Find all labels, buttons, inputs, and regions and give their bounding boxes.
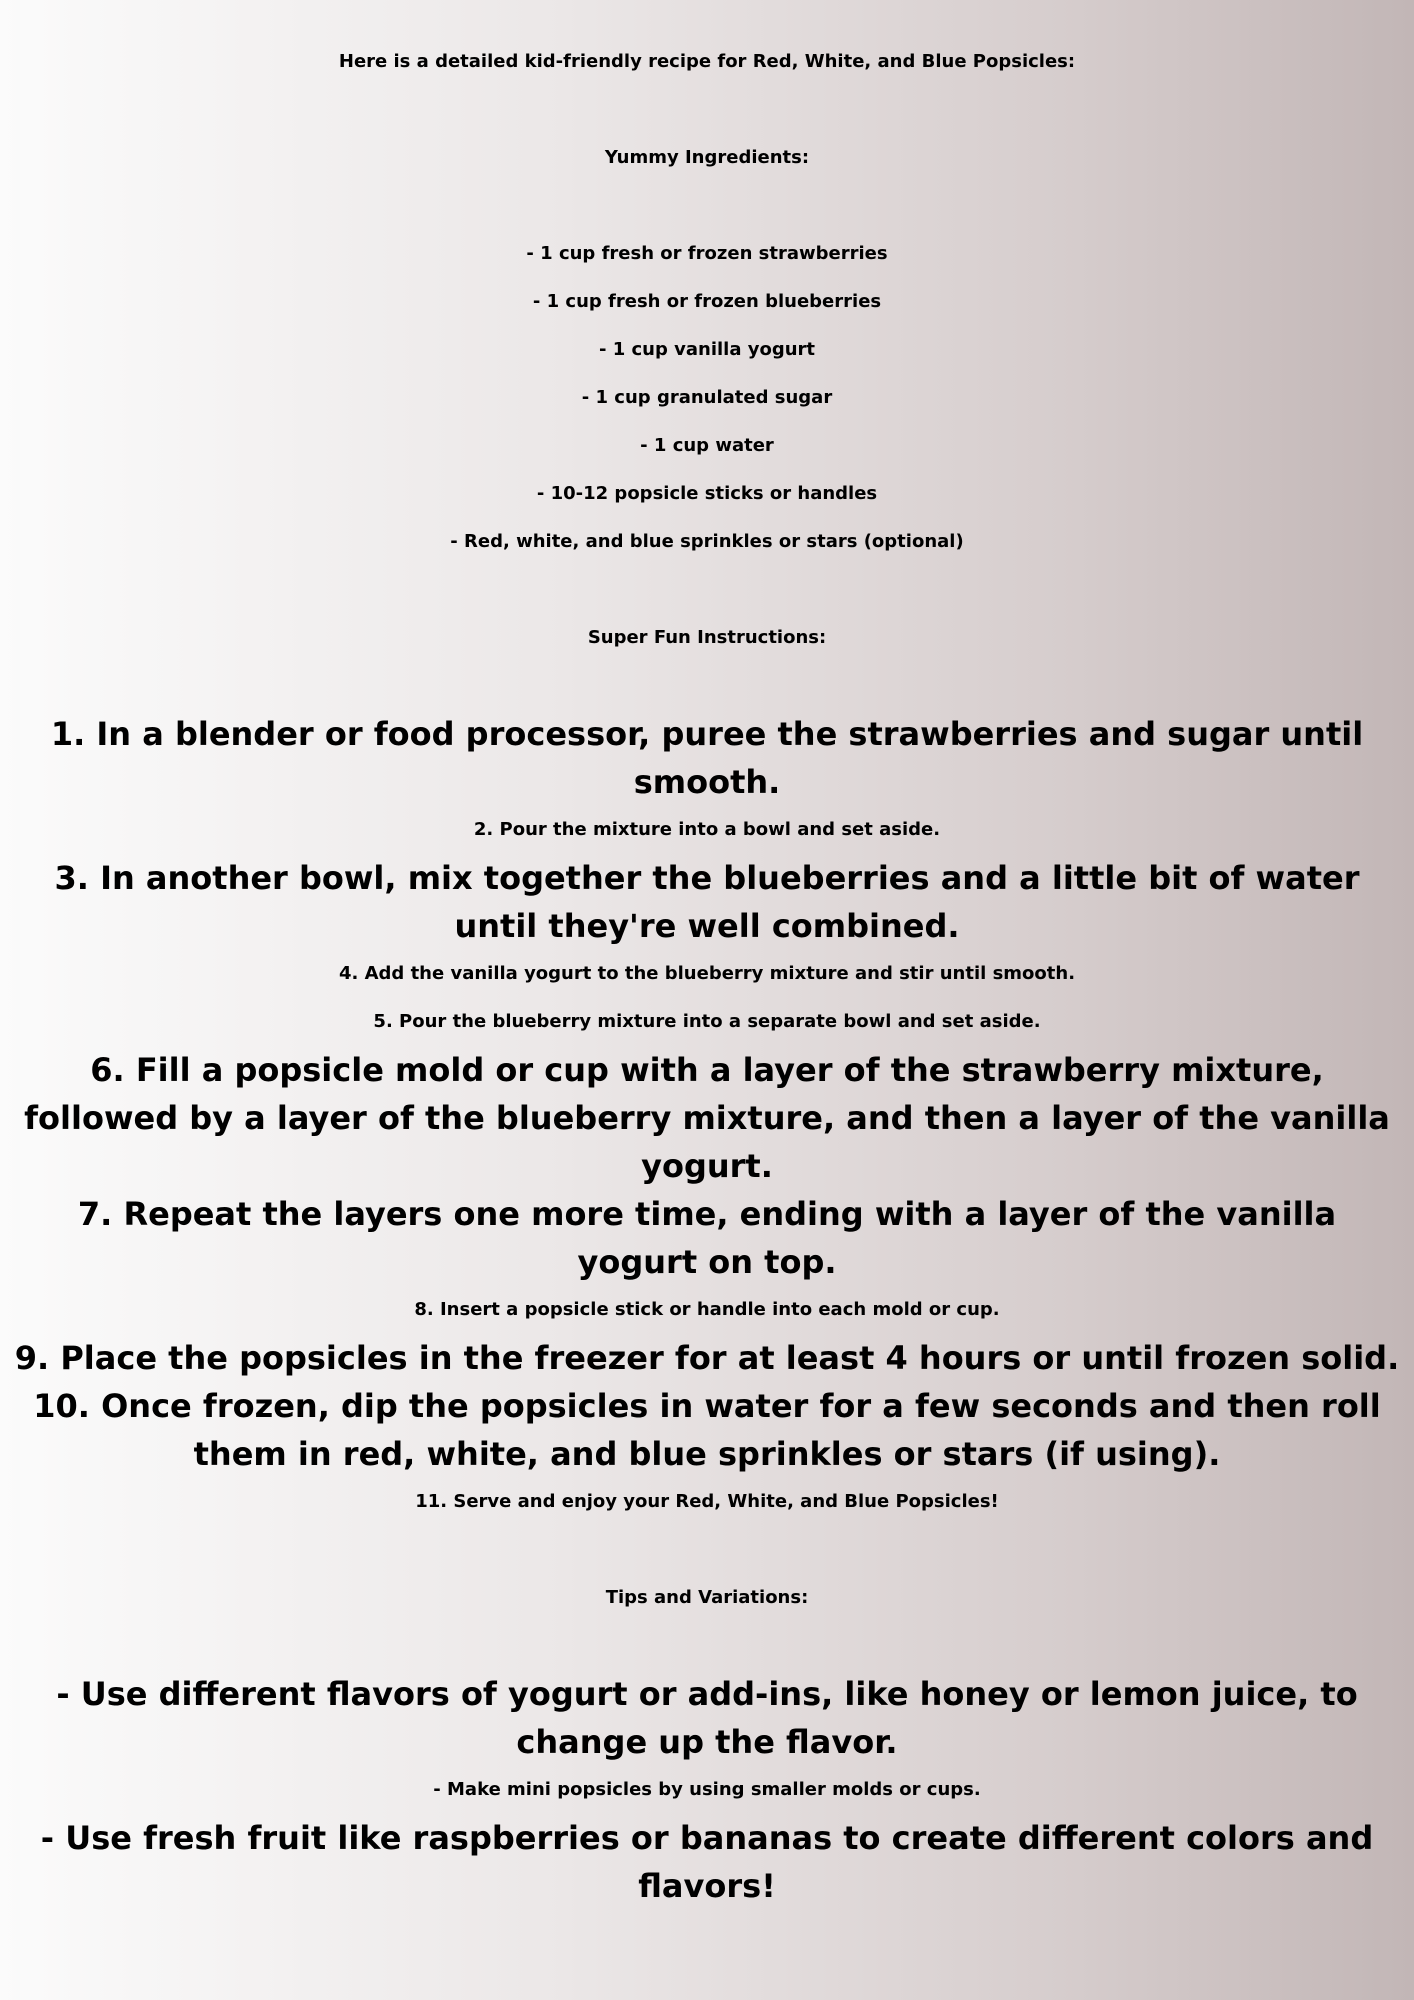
ingredient-item: - 1 cup water	[640, 435, 774, 456]
ingredients-list	[0, 230, 1414, 566]
instruction-step: 7. Repeat the layers one more time, ending with a layer of the vanilla yogurt on top.	[77, 1195, 1337, 1281]
intro-text: Here is a detailed kid-friendly recipe for Red, White, and Blue Popsicles:	[338, 51, 1076, 72]
ingredients-heading: Yummy Ingredients:	[604, 147, 810, 168]
ingredient-item: - 10-12 popsicle sticks or handles	[536, 483, 878, 504]
spacer	[0, 182, 1414, 230]
tip-item: - Make mini popsicles by using smaller molds or cups.	[433, 1779, 981, 1800]
instruction-step: 2. Pour the mixture into a bowl and set aside.	[473, 819, 941, 840]
ingredient-item: - 1 cup fresh or frozen strawberries	[526, 243, 888, 264]
instructions-heading: Super Fun Instructions:	[587, 627, 827, 648]
instruction-step: 9. Place the popsicles in the freezer for at least 4 hours or until frozen solid.	[14, 1339, 1400, 1377]
spacer	[0, 1526, 1414, 1574]
instruction-step: 4. Add the vanilla yogurt to the blueberry mixture and stir until smooth.	[338, 963, 1076, 984]
instruction-step: 5. Pour the blueberry mixture into a separate bowl and set aside.	[373, 1011, 1041, 1032]
instruction-step: 8. Insert a popsicle stick or handle into each mold or cup.	[414, 1299, 1000, 1320]
spacer	[0, 662, 1414, 710]
ingredient-item: - 1 cup vanilla yogurt	[598, 339, 816, 360]
spacer	[0, 86, 1414, 134]
tips-heading: Tips and Variations:	[605, 1587, 809, 1608]
tips-list	[0, 1670, 1414, 1910]
instruction-step: 1. In a blender or food processor, puree the strawberries and sugar until smooth.	[50, 715, 1364, 801]
tip-item: - Use fresh fruit like raspberries or bananas to create different colors and flavors!	[40, 1819, 1374, 1905]
ingredient-item: - 1 cup fresh or frozen blueberries	[532, 291, 882, 312]
instruction-step: 6. Fill a popsicle mold or cup with a layer of the strawberry mixture, followed by a layer of the blueberry mixture, and then a layer of the vanilla yogurt.	[24, 1051, 1390, 1185]
instruction-step: 11. Serve and enjoy your Red, White, and Blue Popsicles!	[415, 1491, 999, 1512]
ingredient-item: - Red, white, and blue sprinkles or stars (optional)	[450, 531, 964, 552]
ingredient-item: - 1 cup granulated sugar	[581, 387, 833, 408]
instruction-step: 3. In another bowl, mix together the blueberries and a little bit of water until they're well combined.	[54, 859, 1360, 945]
tip-item: - Use different flavors of yogurt or add-ins, like honey or lemon juice, to change up the flavor.	[56, 1675, 1358, 1761]
spacer	[0, 566, 1414, 614]
spacer	[0, 1622, 1414, 1670]
instructions-list	[0, 710, 1414, 1526]
instruction-step: 10. Once frozen, dip the popsicles in water for a few seconds and then roll them in red, white, and blue sprinkles or stars (if using).	[33, 1387, 1381, 1473]
